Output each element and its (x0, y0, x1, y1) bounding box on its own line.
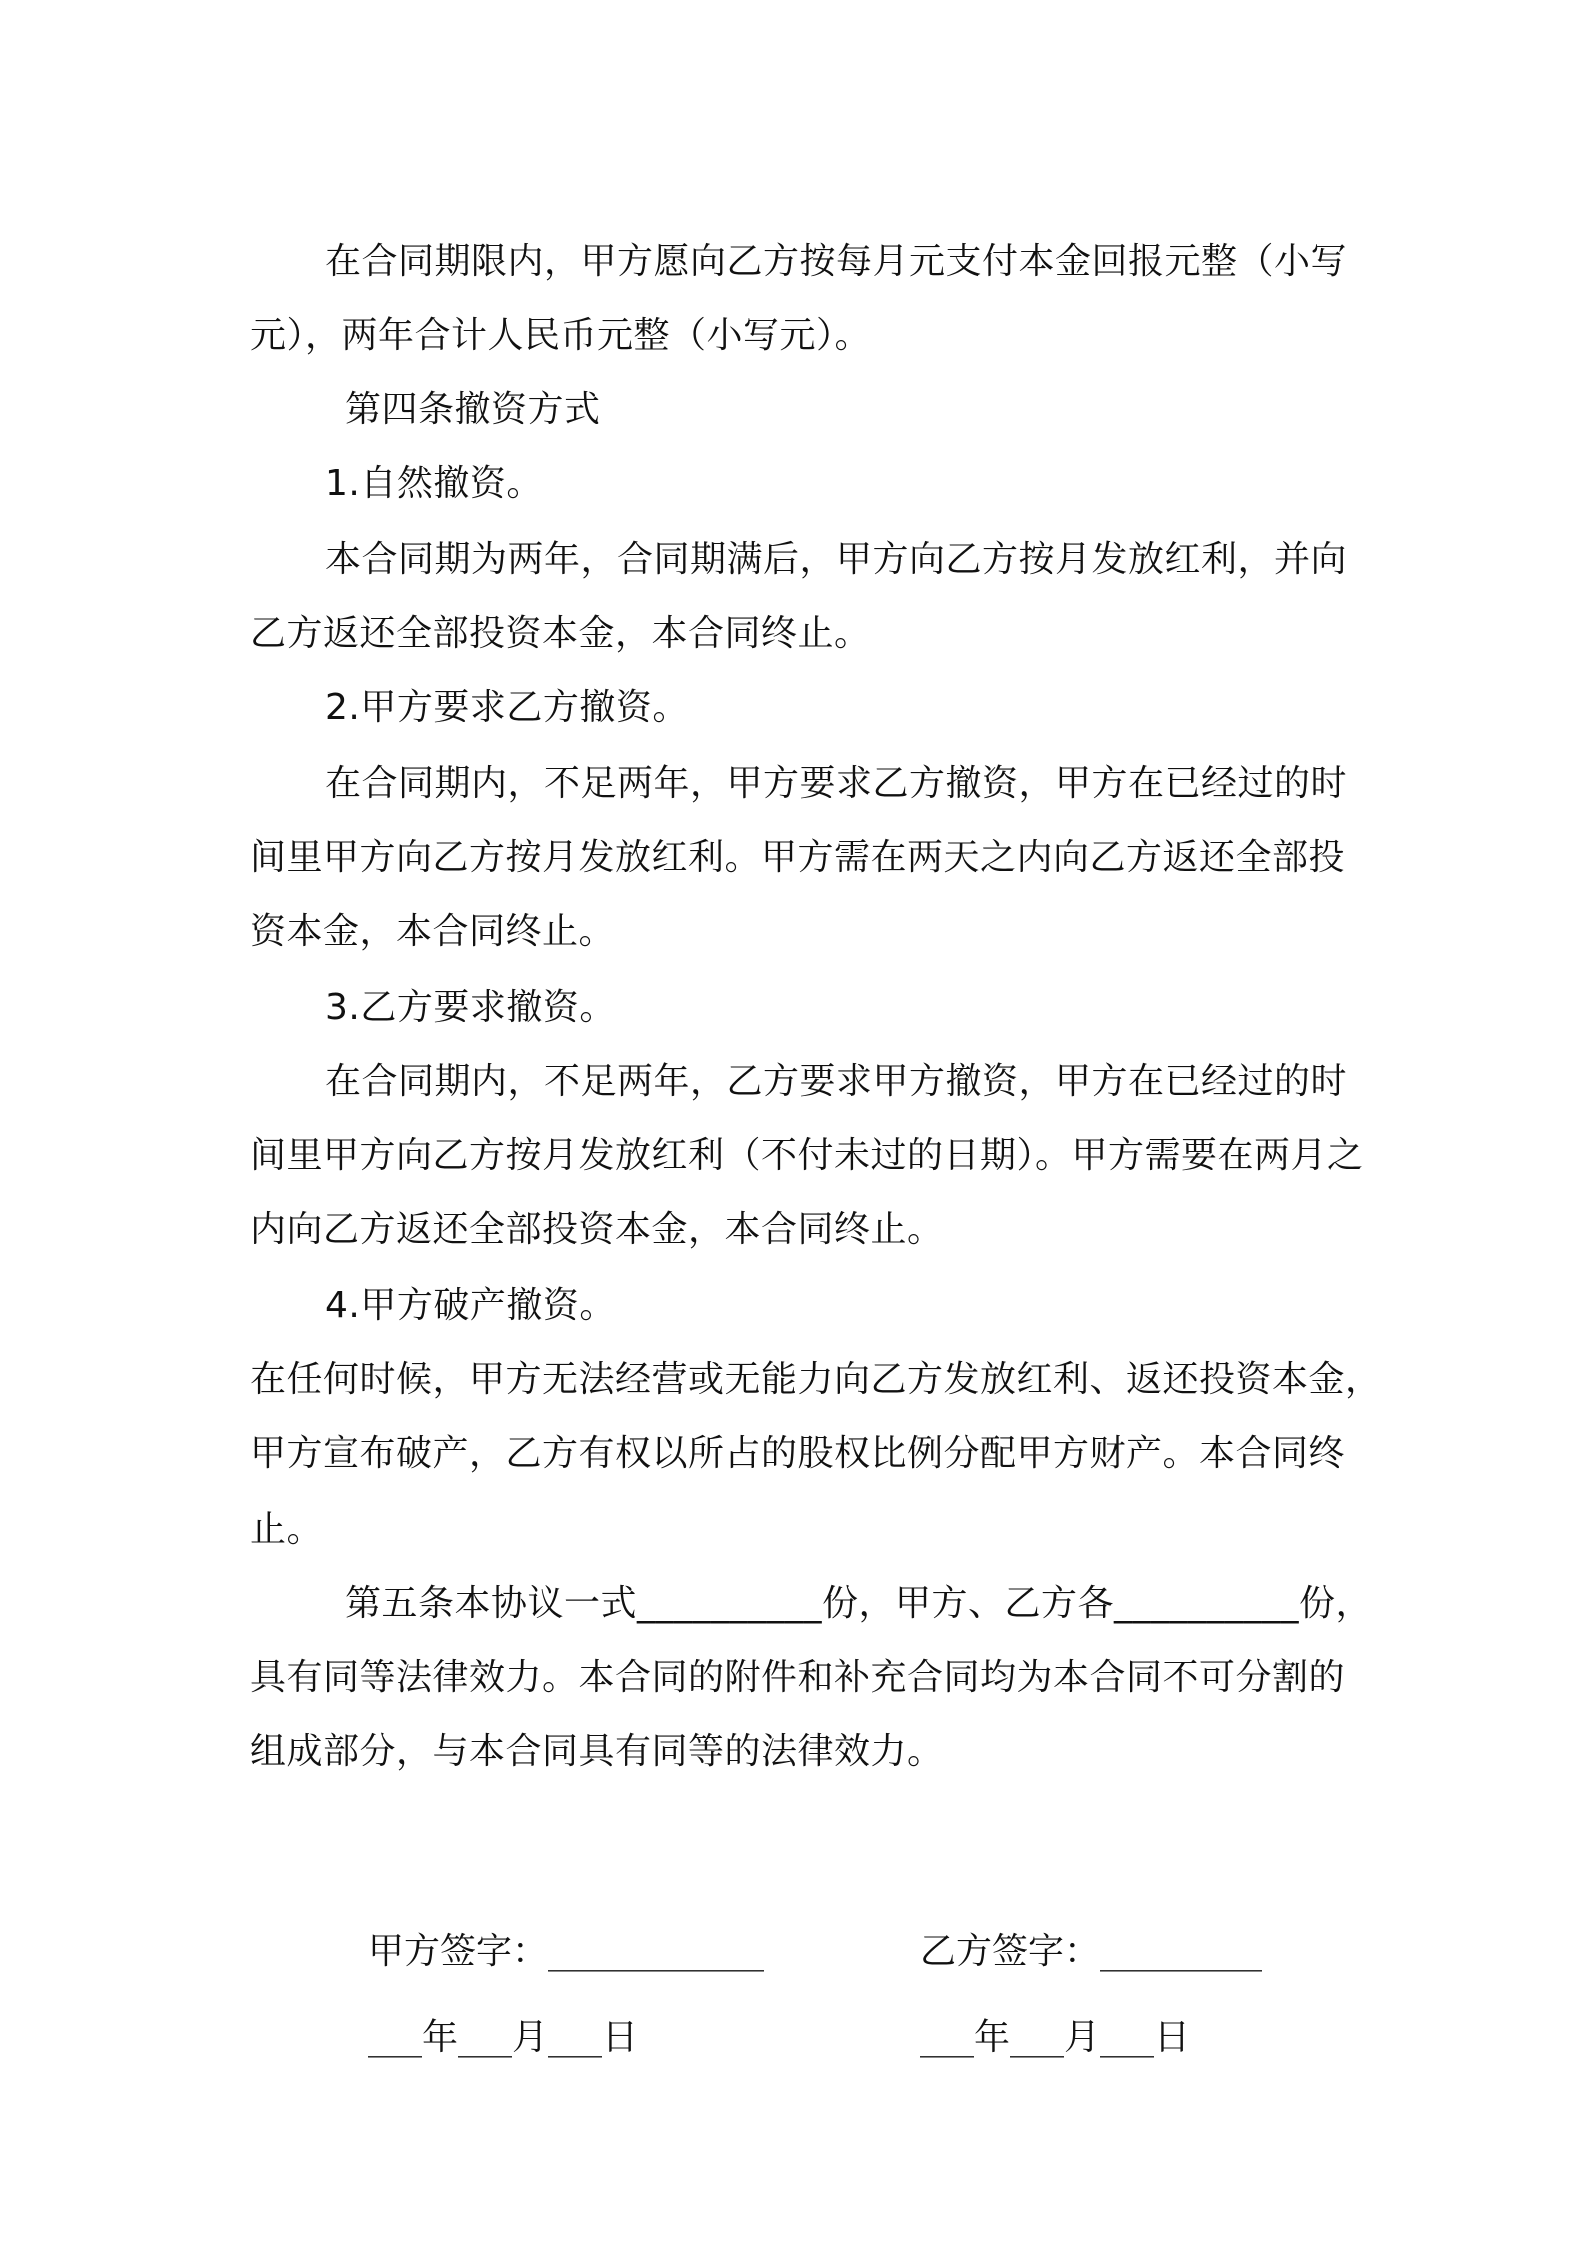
list-item-heading: 2.甲方要求乙方撤资。 (325, 687, 689, 728)
body-line: 元），两年合计人民币元整（小写元）。 (250, 315, 872, 356)
body-line: 具有同等法律效力。本合同的附件和补充合同均为本合同不可分割的 (250, 1657, 1346, 1698)
body-line: 甲方宣布破产，乙方有权以所占的股权比例分配甲方财产。本合同终 (250, 1433, 1346, 1474)
party-b-date-line: ___年___月___日 (920, 2017, 1191, 2058)
section-heading: 第五条本协议一式__________份，甲方、乙方各__________份， (345, 1583, 1373, 1624)
body-line: 在任何时候，甲方无法经营或无能力向乙方发放红利、返还投资本金， (250, 1359, 1382, 1400)
body-line: 组成部分，与本合同具有同等的法律效力。 (250, 1731, 944, 1772)
list-item-heading: 1.自然撤资。 (325, 463, 543, 504)
body-line: 内向乙方返还全部投资本金，本合同终止。 (250, 1209, 944, 1250)
body-line: 在合同期内，不足两年，乙方要求甲方撤资，甲方在已经过的时 (325, 1061, 1348, 1102)
party-b-signature-line: 乙方签字：_________ (920, 1931, 1263, 1972)
body-line: 间里甲方向乙方按月发放红利（不付未过的日期）。甲方需要在两月之 (250, 1135, 1364, 1176)
list-item-heading: 4.甲方破产撤资。 (325, 1285, 616, 1326)
body-line: 乙方返还全部投资本金，本合同终止。 (250, 613, 871, 654)
list-item-heading: 3.乙方要求撤资。 (325, 987, 616, 1028)
party-a-date-line: ___年___月___日 (368, 2017, 639, 2058)
section-heading: 第四条撤资方式 (345, 389, 601, 430)
body-line: 在合同期限内，甲方愿向乙方按每月元支付本金回报元整（小写 (325, 241, 1348, 282)
body-line: 止。 (250, 1509, 324, 1550)
body-line: 资本金，本合同终止。 (250, 911, 616, 952)
party-a-signature-line: 甲方签字：____________ (368, 1931, 765, 1972)
body-line: 本合同期为两年，合同期满后，甲方向乙方按月发放红利，并向 (325, 539, 1348, 580)
body-line: 在合同期内，不足两年，甲方要求乙方撤资，甲方在已经过的时 (325, 763, 1348, 804)
body-line: 间里甲方向乙方按月发放红利。甲方需在两天之内向乙方返还全部投 (250, 837, 1346, 878)
